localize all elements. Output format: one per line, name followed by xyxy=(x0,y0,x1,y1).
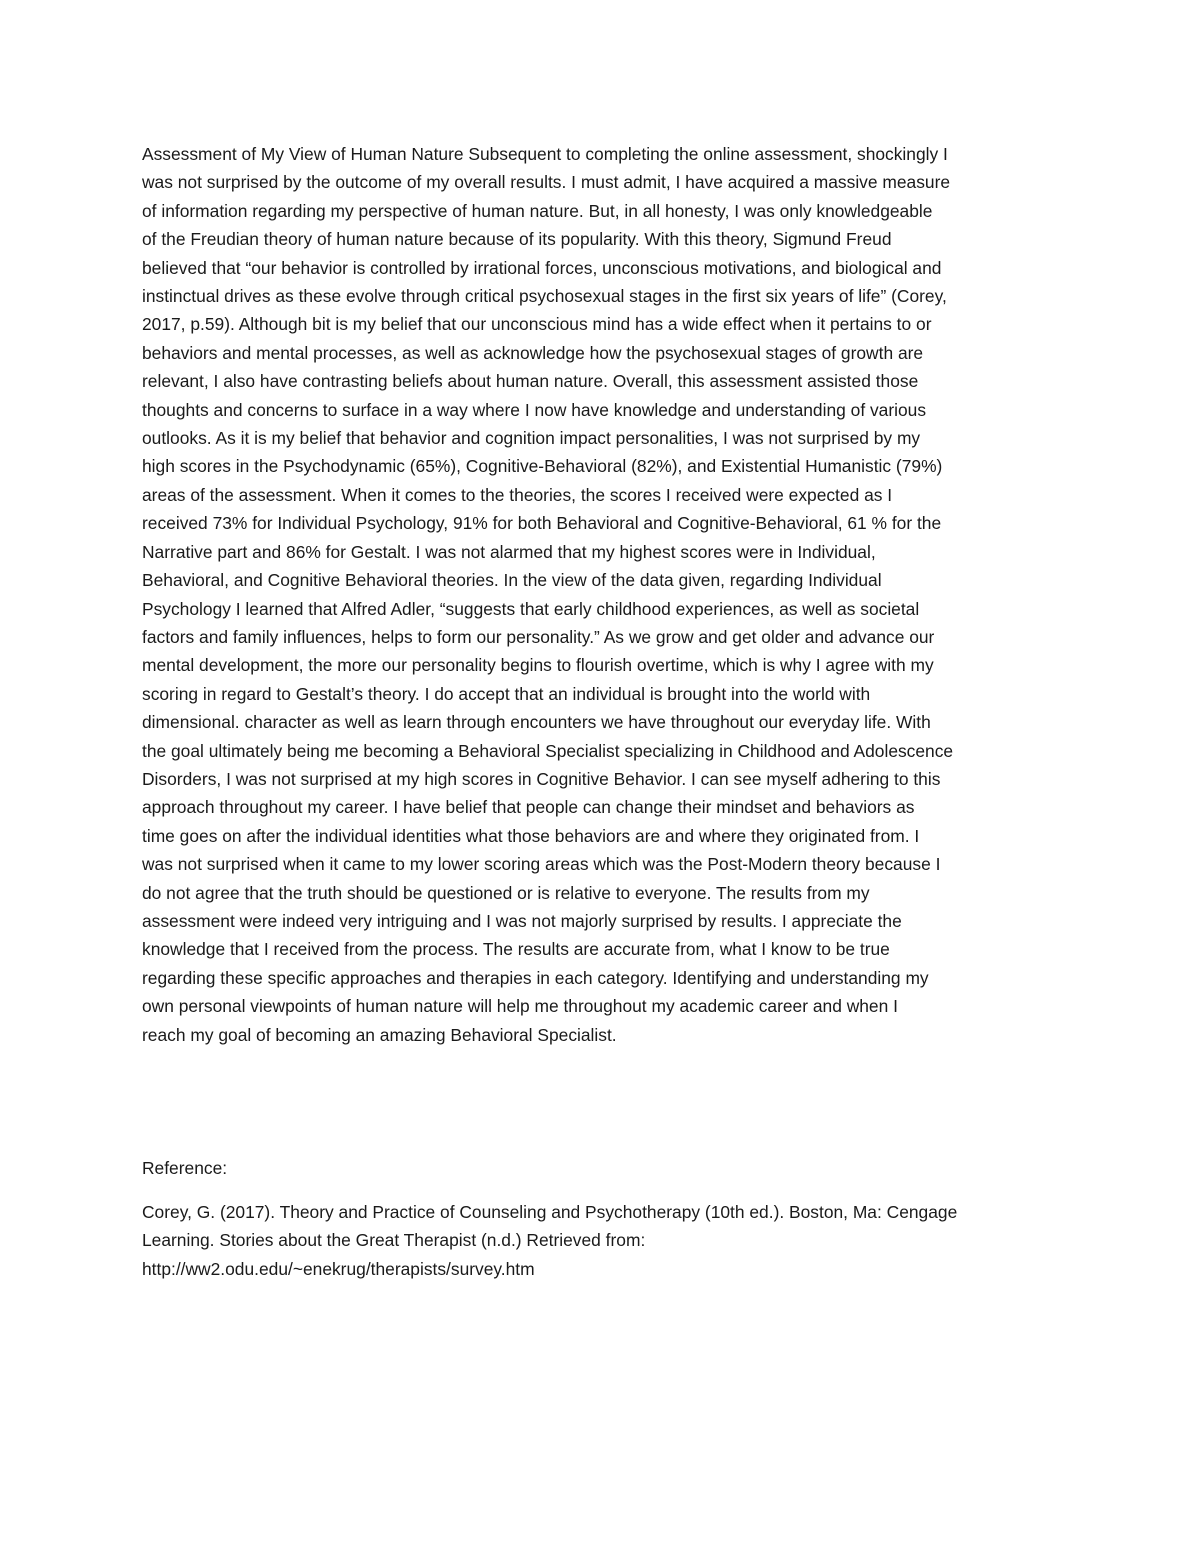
body-line: regarding these specific approaches and therapies in each category. Identifying and understanding my xyxy=(142,967,929,988)
body-line: scoring in regard to Gestalt’s theory. I do accept that an individual is brought into the world with xyxy=(142,683,871,704)
reference-heading: Reference: xyxy=(142,1158,228,1178)
body-line: Behavioral, and Cognitive Behavioral theories. In the view of the data given, regarding Individual xyxy=(142,570,882,591)
body-line: approach throughout my career. I have belief that people can change their mindset and behaviors as xyxy=(142,797,915,818)
body-line: believed that “our behavior is controlled by irrational forces, unconscious motivations, and biological and xyxy=(142,257,942,278)
body-line: Assessment of My View of Human Nature Subsequent to completing the online assessment, shockingly I xyxy=(142,144,948,164)
body-line: behaviors and mental processes, as well as acknowledge how the psychosexual stages of growth are xyxy=(142,342,924,363)
body-line: received 73% for Individual Psychology, 91% for both Behavioral and Cognitive-Behavioral, 61 % for the xyxy=(142,513,942,534)
body-line: areas of the assessment. When it comes to the theories, the scores I received were expected as I xyxy=(142,484,893,505)
body-line: was not surprised when it came to my lower scoring areas which was the Post-Modern theory because I xyxy=(142,854,941,875)
body-line: relevant, I also have contrasting beliefs about human nature. Overall, this assessment assisted those xyxy=(142,371,919,392)
body-line: assessment were indeed very intriguing and I was not majorly surprised by results. I appreciate the xyxy=(142,910,902,931)
body-line: was not surprised by the outcome of my overall results. I must admit, I have acquired a massive measure xyxy=(142,172,951,193)
body-line: do not agree that the truth should be questioned or is relative to everyone. The results from my xyxy=(142,882,870,903)
body-line: Narrative part and 86% for Gestalt. I was not alarmed that my highest scores were in Individual, xyxy=(142,541,876,562)
reference-entry xyxy=(142,1198,1072,1283)
body-line: instinctual drives as these evolve through critical psychosexual stages in the first six years of life” (Corey, xyxy=(142,286,947,307)
reference-line: Learning. Stories about the Great Therapist (n.d.) Retrieved from: xyxy=(142,1230,646,1251)
body-line: of the Freudian theory of human nature because of its popularity. With this theory, Sigmund Freud xyxy=(142,229,892,250)
body-line: knowledge that I received from the process. The results are accurate from, what I know to be true xyxy=(142,939,890,960)
body-line: the goal ultimately being me becoming a Behavioral Specialist specializing in Childhood and Adolescence xyxy=(142,740,954,761)
reference-url: http://ww2.odu.edu/~enekrug/therapists/survey.htm xyxy=(142,1258,535,1279)
body-line: mental development, the more our personality begins to flourish overtime, which is why I agree with my xyxy=(142,655,934,676)
body-line: dimensional. character as well as learn through encounters we have throughout our everyday life. With xyxy=(142,712,931,733)
body-line: of information regarding my perspective of human nature. But, in all honesty, I was only knowledgeable xyxy=(142,200,933,221)
body-line: Psychology I learned that Alfred Adler, “suggests that early childhood experiences, as well as societal xyxy=(142,598,920,619)
body-line: time goes on after the individual identities what those behaviors are and where they originated from. I xyxy=(142,825,920,846)
body-line: high scores in the Psychodynamic (65%), Cognitive-Behavioral (82%), and Existential Humanistic (79%) xyxy=(142,456,943,477)
body-line: own personal viewpoints of human nature will help me throughout my academic career and when I xyxy=(142,996,898,1017)
body-line: thoughts and concerns to surface in a way where I now have knowledge and understanding of various xyxy=(142,399,927,420)
body-line: outlooks. As it is my belief that behavior and cognition impact personalities, I was not surprised by my xyxy=(142,428,921,449)
essay-body xyxy=(142,140,1072,1049)
body-line: factors and family influences, helps to form our personality.” As we grow and get older and advance our xyxy=(142,626,935,647)
reference-line: Corey, G. (2017). Theory and Practice of Counseling and Psychotherapy (10th ed.). Boston, Ma: Cengage xyxy=(142,1202,958,1222)
body-line: reach my goal of becoming an amazing Behavioral Specialist. xyxy=(142,1024,617,1045)
body-line: Disorders, I was not surprised at my high scores in Cognitive Behavior. I can see myself adhering to this xyxy=(142,768,941,789)
body-line: 2017, p.59). Although bit is my belief that our unconscious mind has a wide effect when it pertains to or xyxy=(142,314,932,335)
